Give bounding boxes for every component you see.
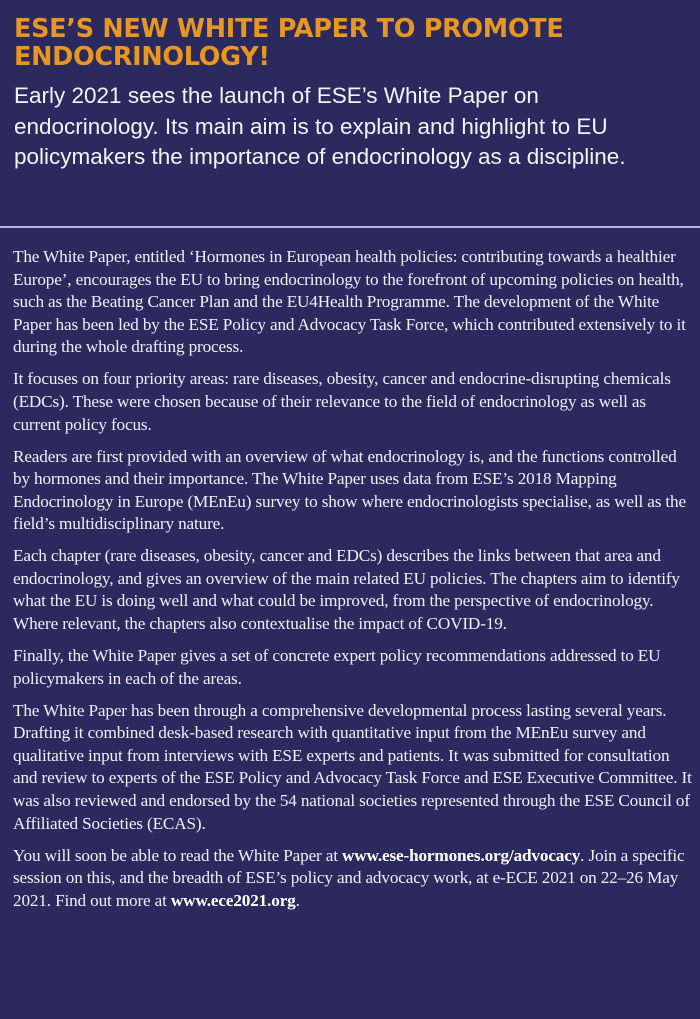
closing-text: You will soon be able to read the White Paper at <box>13 845 343 865</box>
paragraph: Finally, the White Paper gives a set of concrete expert policy recommendations addressed to EU policymakers in each of the areas. <box>13 646 661 688</box>
intro-text: Early 2021 sees the launch of ESE’s White Paper on endocrinology. Its main aim is to explain and highlight to EU policymakers the importance of endocrinology as a discipline. <box>14 83 626 169</box>
ese-advocacy-link[interactable]: www.ese-hormones.org/advocacy <box>342 845 581 865</box>
ece2021-link[interactable]: www.ece2021.org <box>170 890 296 910</box>
closing-text: . Join a specific session on this, and the breadth of ESE’s policy and advocacy work, at e-ECE 2021 on 22–26 May 2021. Find out more at <box>13 845 685 910</box>
paragraph: The White Paper has been through a comprehensive developmental process lasting several years. Drafting it combined desk-based research with quantitative input from the MEnEu survey and qualitative input from interviews with ESE experts and patients. It was submitted for consultation and review to experts of the ESE Policy and Advocacy Task Force and ESE Executive Committee. It was also reviewed and endorsed by the 54 national societies represented through the ESE Council of Affiliated Societies (ECAS). <box>13 700 692 833</box>
headline: ESE’S NEW WHITE PAPER TO PROMOTE ENDOCRINOLOGY! <box>14 14 564 72</box>
divider <box>0 226 700 228</box>
paragraph: It focuses on four priority areas: rare diseases, obesity, cancer and endocrine-disrupting chemicals (EDCs). These were chosen because of their relevance to the field of endocrinology as well as current policy focus. <box>13 369 671 434</box>
article-body <box>13 246 693 922</box>
closing-paragraph <box>13 845 693 913</box>
paragraph: Each chapter (rare diseases, obesity, cancer and EDCs) describes the links between that area and endocrinology, and gives an overview of the main related EU policies. The chapters aim to identify what the EU is doing well and what could be improved, from the perspective of endocrinology. Where relevant, the chapters also contextualise the impact of COVID-19. <box>13 546 680 634</box>
paragraph: The White Paper, entitled ‘Hormones in European health policies: contributing towards a healthier Europe’, encourages the EU to bring endocrinology to the forefront of upcoming policies on health, such as the Beating Cancer Plan and the EU4Health Programme. The development of the White Paper has been led by the ESE Policy and Advocacy Task Force, which contributed extensively to it during the whole drafting process. <box>13 247 686 357</box>
closing-text: . <box>295 890 300 910</box>
paragraph: Readers are first provided with an overview of what endocrinology is, and the functions controlled by hormones and their importance. The White Paper uses data from ESE’s 2018 Mapping Endocrinology in Europe (MEnEu) survey to show where endocrinologists specialise, as well as the field’s multidisciplinary nature. <box>13 446 686 534</box>
article-header <box>0 0 700 173</box>
